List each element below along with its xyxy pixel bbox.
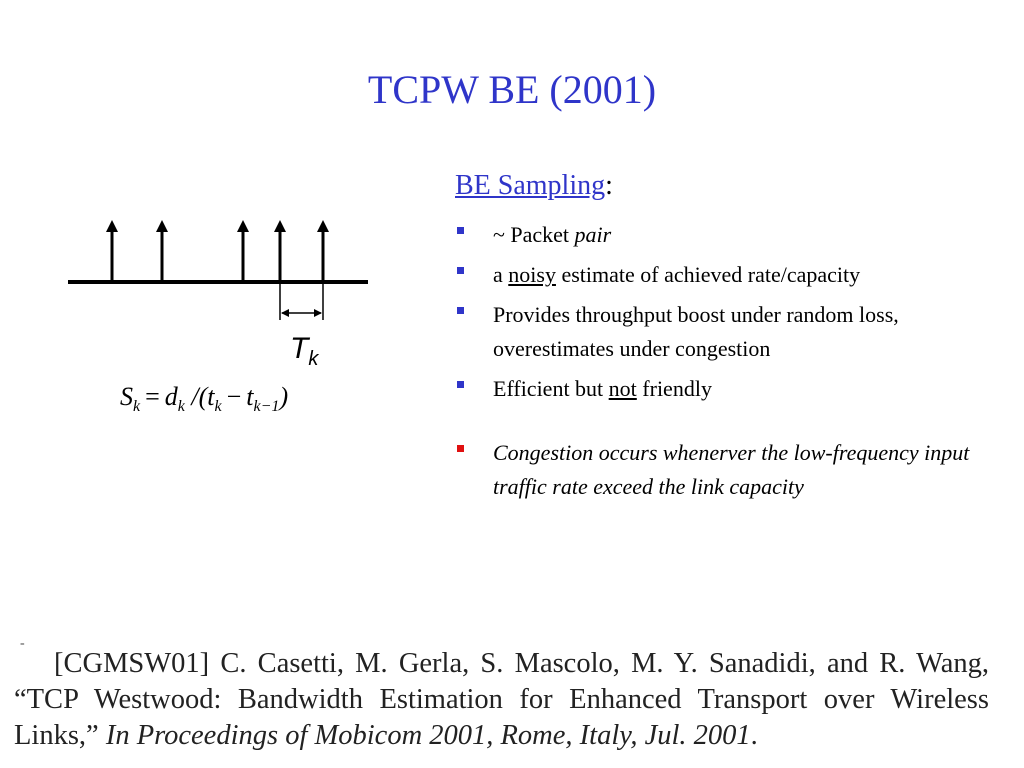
interval-arrowhead-right xyxy=(314,309,322,317)
section-heading: BE Sampling: xyxy=(455,170,613,201)
bullet-item: ~ Packet pair xyxy=(455,218,995,252)
interval-label: $T_k$ xyxy=(290,332,319,370)
sample-arrowhead xyxy=(156,220,168,232)
square-bullet-icon xyxy=(457,307,464,314)
bandwidth-formula: $S_k = d_k$ $/(t_k - t_{k-1})$ xyxy=(120,382,289,416)
sample-arrowhead xyxy=(274,220,286,232)
square-bullet-icon xyxy=(457,227,464,234)
reference-citation: [CGMSW01] C. Casetti, M. Gerla, S. Mascolo, M. Y. Sanadidi, and R. Wang, “TCP Westwood: Bandwidth Estimation for Enhanced Transport over Wireless Links,” In Proceedings of Mobicom 2001, Rome, Italy, Jul. 2001. xyxy=(14,648,989,751)
sampling-diagram xyxy=(60,210,380,330)
sample-arrowhead xyxy=(317,220,329,232)
bullet-item-highlight: Congestion occurs whenerver the low-frequency input traffic rate exceed the link capacity xyxy=(455,436,995,504)
sample-arrowhead xyxy=(106,220,118,232)
square-bullet-icon xyxy=(457,381,464,388)
interval-arrowhead-left xyxy=(281,309,289,317)
sample-arrowhead xyxy=(237,220,249,232)
bullet-item: Efficient but not friendly xyxy=(455,372,995,406)
slide-title: TCPW BE (2001) xyxy=(367,67,657,112)
red-square-bullet-icon xyxy=(457,445,464,452)
square-bullet-icon xyxy=(457,267,464,274)
stray-mark: - xyxy=(20,636,25,651)
bullet-item: a noisy estimate of achieved rate/capacity xyxy=(455,258,995,292)
bullet-item: Provides throughput boost under random loss, overestimates under congestion xyxy=(455,298,995,366)
bullet-list xyxy=(455,218,995,510)
